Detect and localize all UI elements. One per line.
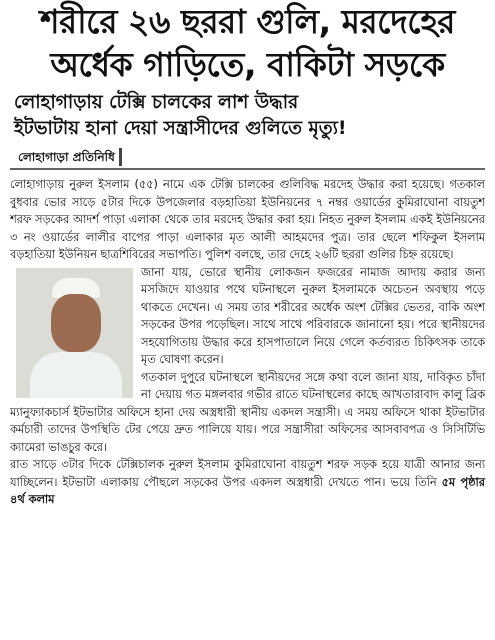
- victim-photo: [16, 268, 133, 398]
- continuation-note: ৫ম পৃষ্ঠার ৪র্থ কলাম: [10, 475, 485, 506]
- photo-face-shape: [51, 294, 101, 352]
- headline-line-2: অর্ধেক গাড়িতে, বাকিটা সড়কে: [50, 45, 445, 84]
- paragraph-4-text: রাত সাড়ে ৩টার দিকে টেক্সিচালক নুরুল ইসলাম কুমিরাঘোনা বায়তুশ শরফ সড়ক হয়ে যাত্রী আনার জন্য যাচ্ছিলেন। ইটভাটা এলাকায় পৌছলে সড়কের উপর একদল অস্ত্রধারী দেখতে পান। ভয়ে তিনি: [10, 458, 485, 489]
- paragraph-3-text: গতকাল দুপুরে ঘটনাস্থলে স্থানীয়দের সঙ্গে কথা বলে জানা যায়, দাবিকৃত চাঁদা না দেয়ায় গত মঙ্গলবার গভীর রাতে ঘটনাস্থলের কাছে আখতারাবাদ কালু ব্রিক ম্যানুফ্যাকচার্স ইটভাটার অফিসে হানা দেয় অস্ত্রধারী স্থানীয় একদল সন্ত্রাসী। এ সময় অফিসে থাকা ইটভাটার কর্মচারী তাদের উপস্থিতি টের পেয়ে দ্রুত পালিয়ে যায়। পরে সন্ত্রাসীরা অফিসের আসবাবপত্র ও সিসিটিভি ক্যামেরা ভাঙচুর করে।: [10, 370, 485, 454]
- paragraph-1: [10, 176, 485, 264]
- headline-line-1: শরীরে ২৬ ছররা গুলি, মরদেহের: [40, 2, 455, 41]
- subheadline: [14, 90, 485, 142]
- byline-rule: [10, 148, 485, 170]
- article-body: [10, 176, 485, 509]
- headline: [10, 0, 485, 86]
- byline: লোহাগাড়া প্রতিনিধি: [18, 148, 122, 166]
- subheadline-line-2: ইটভাটায় হানা দেয়া সন্ত্রাসীদের গুলিতে মৃত্যু!: [14, 118, 347, 139]
- subheadline-line-1: লোহাগাড়ায় টেক্সি চালকের লাশ উদ্ধার: [14, 92, 299, 113]
- paragraph-4: [10, 456, 485, 509]
- photo-shirt-shape: [30, 352, 122, 398]
- paragraph-1-text: লোহাগাড়ায় নুরুল ইসলাম (৫৫) নামে এক টেক্সি চালকের গুলিবিদ্ধ মরদেহ উদ্ধার করা হয়েছে। গতকাল বুধবার ভোর সাড়ে ৫টার দিকে উপজেলার বড়হাতিয়া ইউনিয়নের ৭ নম্বর ওয়ার্ডের কুমিরাঘোনা বায়তুশ শরফ সড়কের আদর্শ পাড়া এলাকা থেকে তার মরদেহ উদ্ধার করা হয়। নিহত নুরুল ইসলাম একই ইউনিয়নের ৩ নং ওয়ার্ডের লালীর বাপের পাড়া এলাকার মৃত আলী আহমদের পুত্র। তার ছেলে শফিকুল ইসলাম বড়হাতিয়া ইউনিয়ন ছাত্রশিবিরের সভাপতি। পুলিশ বলছে, তার দেহে ২৬টি ছররা গুলির চিহ্ন রয়েছে।: [10, 178, 485, 261]
- paragraph-2-text: জানা যায়, ভোরে স্থানীয় লোকজন ফজরের নামাজ আদায় করার জন্য মসজিদে যাওয়ার পথে ঘটনাস্থলে নুরুল ইসলামকে অচেতন অবস্থায় পড়ে থাকতে দেখেন। এ সময় তার শরীরের অর্ধেক অংশ টেক্সির ভেতর, বাকি অংশ সড়কের উপর পড়েছিল। সাথে সাথে পরিবারকে জানানো হয়। পরে স্থানীয়দের সহযোগিতায় উদ্ধার করে হাসপাতালে নিয়ে গেলে কর্তব্যরত চিকিৎসক তাকে মৃত ঘোষণা করেন।: [141, 265, 485, 366]
